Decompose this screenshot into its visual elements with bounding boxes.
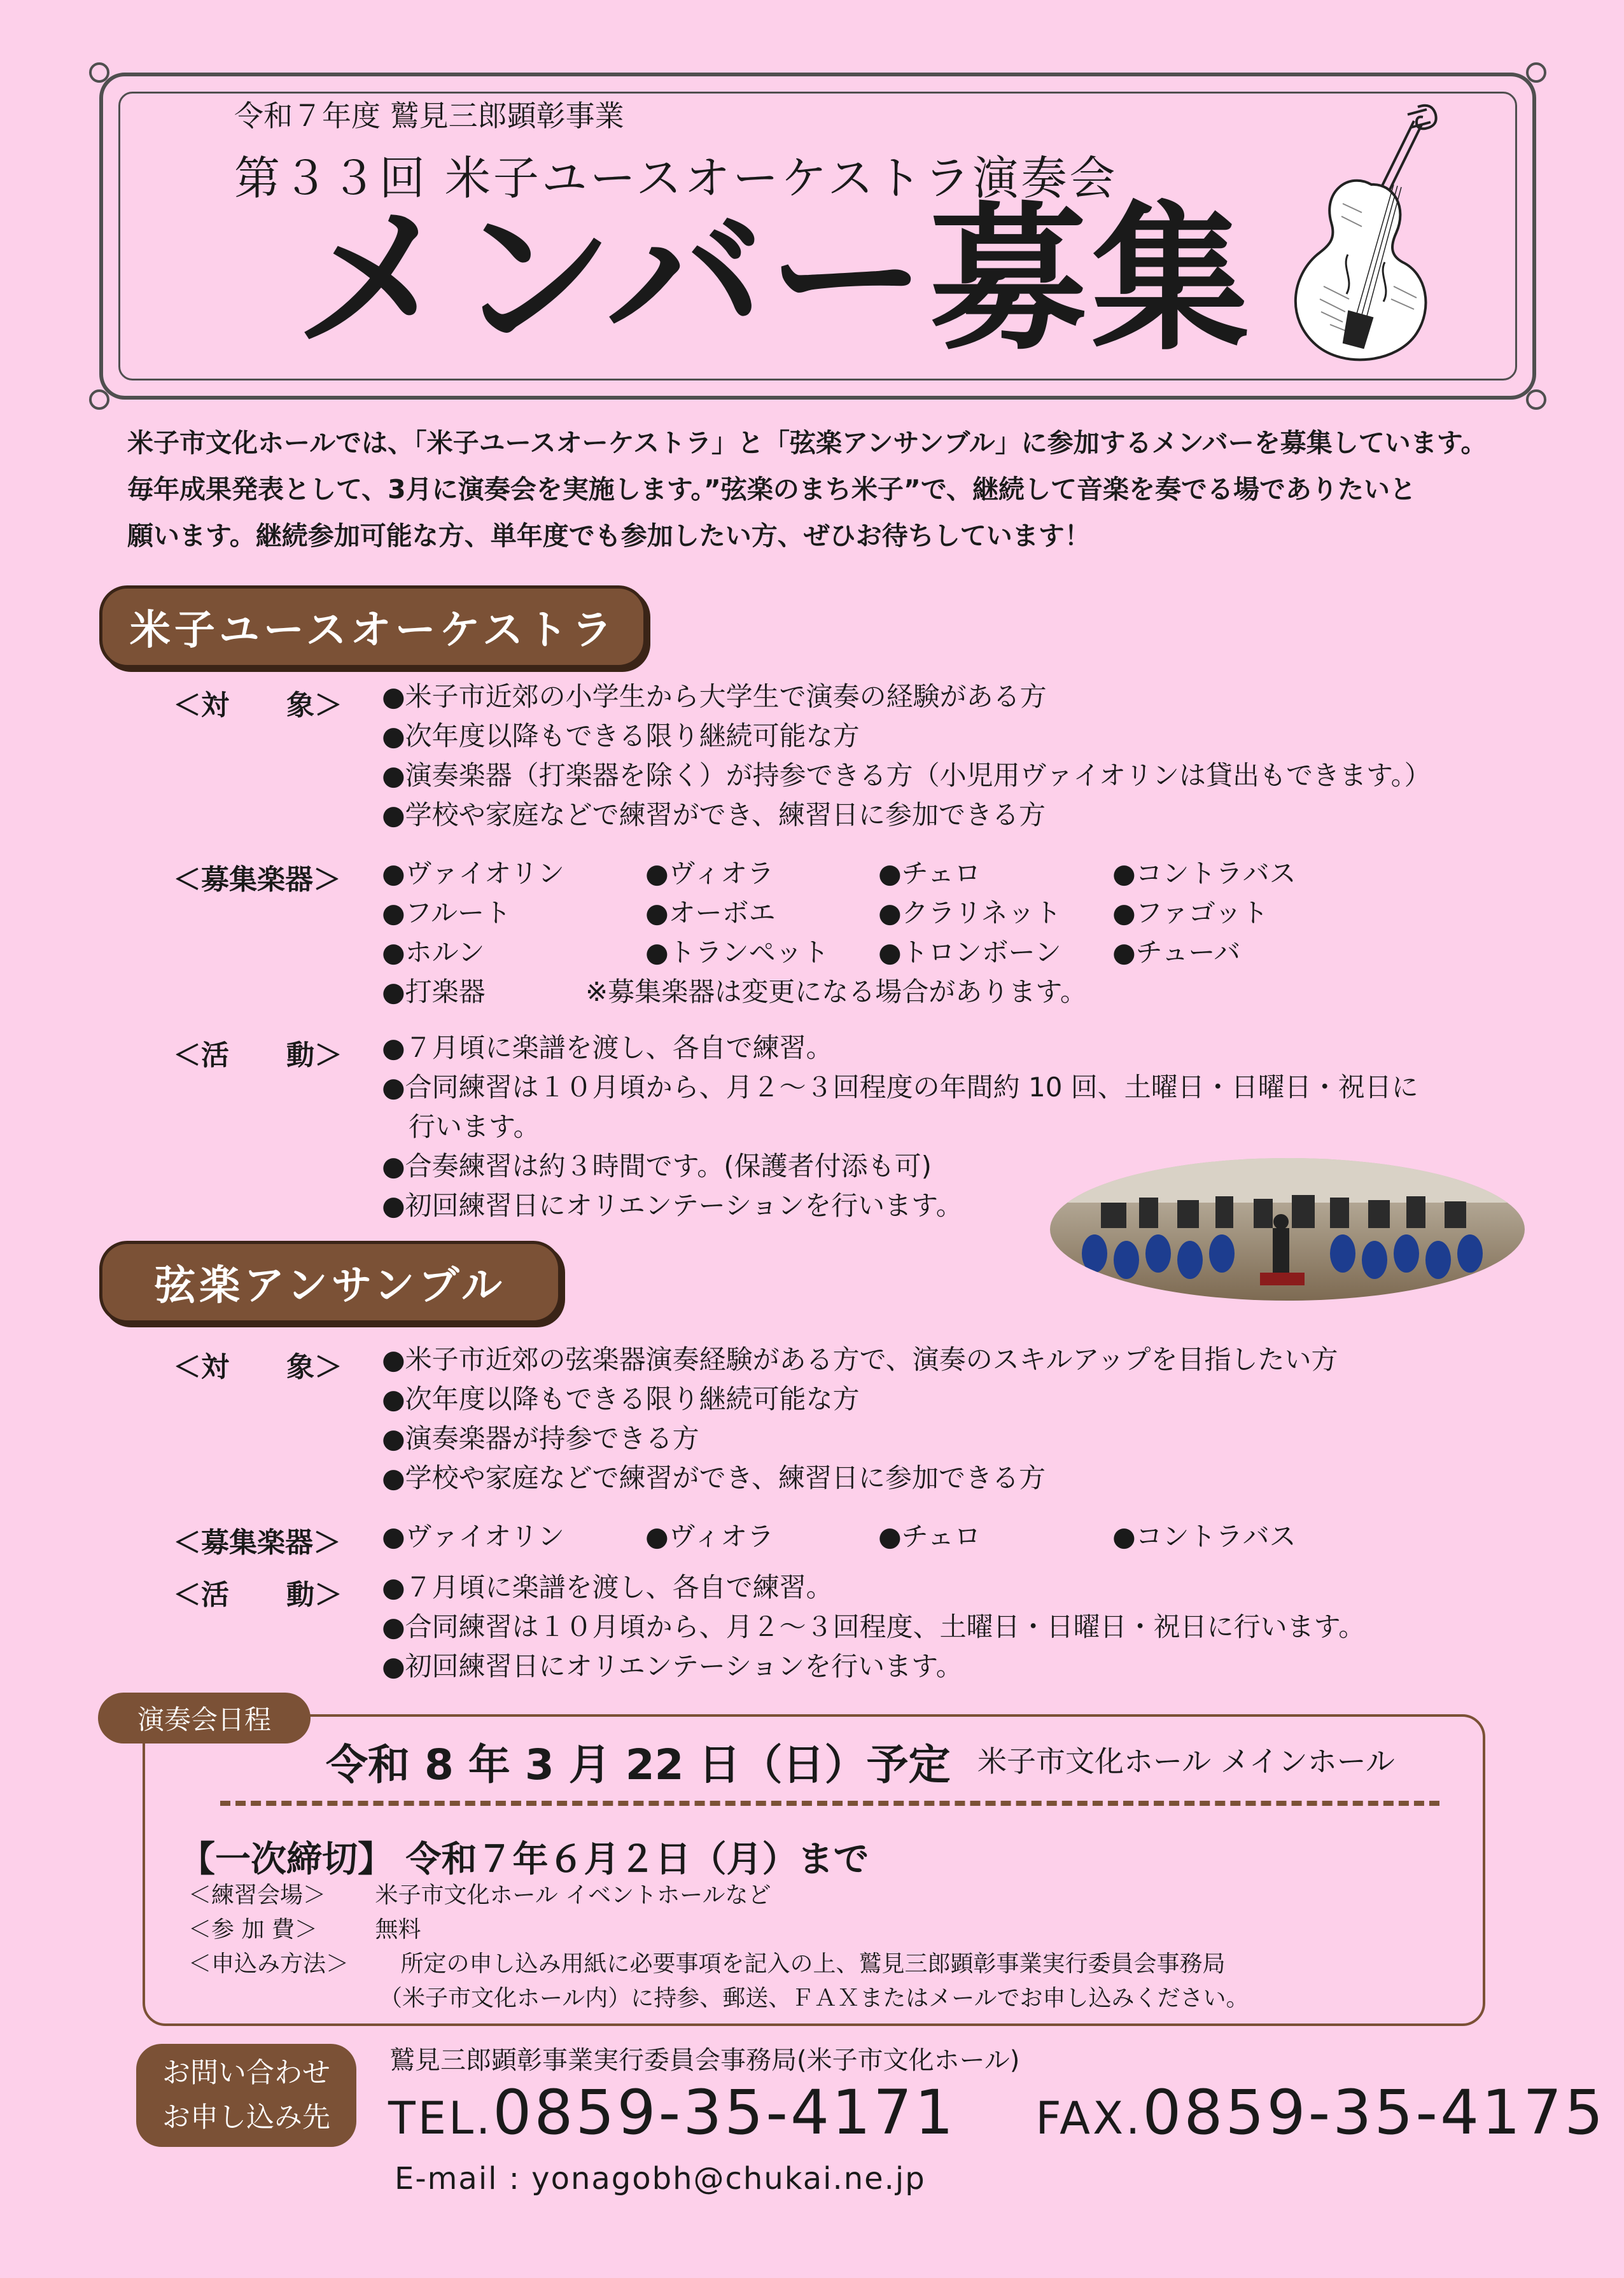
intro-text — [127, 420, 1540, 559]
instrument-item: ●ファゴット — [1112, 897, 1268, 928]
list-item: ●次年度以降もできる限り継続可能な方 — [382, 1383, 860, 1415]
detail-value: （米子市文化ホール内）に持参、郵送、ＦＡＸまたはメールでお申し込みください。 — [379, 1985, 1249, 2011]
schedule-badge: 演奏会日程 — [98, 1693, 311, 1743]
list-item: ●合同練習は１０月頃から、月２～３回程度の年間約 10 回、土曜日・日曜日・祝日に — [382, 1072, 1418, 1103]
list-item: ●初回練習日にオリエンテーションを行います。 — [382, 1651, 963, 1682]
instrument-item: ●コントラバス — [1112, 1521, 1296, 1552]
instrument-item: ●打楽器 — [382, 976, 486, 1007]
concert-date: 令和 8 年 3 月 22 日（日）予定 — [326, 1740, 951, 1789]
orchestra-photo — [1050, 1158, 1525, 1301]
list-item: ●７月頃に楽譜を渡し、各自で練習。 — [382, 1032, 833, 1063]
list-item: ●演奏楽器（打楽器を除く）が持参できる方（小児用ヴァイオリンは貸出もできます。） — [382, 760, 1431, 791]
intro-line: 毎年成果発表として、3月に演奏会を実施します。”弦楽のまち米子”で、継続して音楽を奏でる場でありたいと — [127, 474, 1416, 505]
contact-badge-line: お問い合わせ — [162, 2057, 330, 2089]
label-target: ＜対 象＞ — [173, 1351, 342, 1383]
ensemble-target-list — [382, 1340, 1338, 1498]
divider — [220, 1801, 1439, 1806]
contact-phones — [388, 2077, 1606, 2148]
instrument-item: ●ヴィオラ — [645, 858, 774, 889]
instrument-item: ●ヴィオラ — [645, 1521, 774, 1552]
detail-value: 所定の申し込み用紙に必要事項を記入の上、鷲見三郎顕彰事業実行委員会事務局 — [400, 1951, 1226, 1977]
instruments-note: ※募集楽器は変更になる場合があります。 — [585, 976, 1087, 1007]
label-activity: ＜活 動＞ — [173, 1039, 342, 1072]
instrument-item: ●フルート — [382, 897, 511, 928]
tel-number[interactable]: 0859-35-4171 — [493, 2077, 956, 2148]
detail-value: 無料 — [375, 1917, 421, 1943]
instrument-item: ●トロンボーン — [878, 937, 1061, 968]
contact-office: 鷲見三郎顕彰事業実行委員会事務局(米子市文化ホール) — [389, 2046, 1020, 2075]
instrument-item: ●ホルン — [382, 937, 485, 968]
fax-prefix: FAX. — [1035, 2092, 1143, 2144]
detail-label: ＜練習会場＞ — [188, 1882, 326, 1908]
label-activity: ＜活 動＞ — [173, 1579, 342, 1611]
section-heading-orchestra: 米子ユースオーケストラ — [99, 585, 647, 668]
instrument-item: ●チューバ — [1112, 937, 1241, 968]
list-item: ●合奏練習は約３時間です。(保護者付添も可) — [382, 1150, 932, 1182]
ensemble-activity-list — [382, 1568, 1365, 1686]
list-item: ●米子市近郊の小学生から大学生で演奏の経験がある方 — [382, 681, 1047, 712]
event-title: 第３３回 米子ユースオーケストラ演奏会 — [234, 151, 1118, 205]
instrument-item: ●ヴァイオリン — [382, 858, 564, 889]
label-instruments: ＜募集楽器＞ — [173, 863, 341, 896]
instrument-item: ●コントラバス — [1112, 858, 1296, 889]
frame-corner — [1526, 389, 1546, 410]
detail-label: ＜申込み方法＞ — [188, 1951, 349, 1977]
section-heading-ensemble: 弦楽アンサンブル — [99, 1241, 561, 1324]
instrument-item: ●オーボエ — [645, 897, 776, 928]
list-item: ●米子市近郊の弦楽器演奏経験がある方で、演奏のスキルアップを目指したい方 — [382, 1344, 1338, 1375]
intro-line: 米子市文化ホールでは、「米子ユースオーケストラ」と「弦楽アンサンブル」に参加するメンバーを募集しています。 — [127, 428, 1487, 458]
list-item: ●合同練習は１０月頃から、月２～３回程度、土曜日・日曜日・祝日に行います。 — [382, 1611, 1366, 1642]
list-item: ●７月頃に楽譜を渡し、各自で練習。 — [382, 1572, 833, 1603]
detail-label: ＜参 加 費＞ — [188, 1917, 318, 1943]
orchestra-target-list — [382, 677, 1431, 835]
detail-value: 米子市文化ホール イベントホールなど — [375, 1882, 771, 1908]
violin-illustration — [1266, 95, 1457, 375]
instrument-item: ●クラリネット — [878, 897, 1061, 928]
instrument-item: ●ヴァイオリン — [382, 1521, 564, 1552]
instrument-item: ●チェロ — [878, 1521, 981, 1552]
frame-corner — [1526, 62, 1546, 83]
tel-prefix: TEL. — [388, 2092, 493, 2144]
frame-corner — [89, 389, 109, 410]
sponsor-line: 令和７年度 鷲見三郎顕彰事業 — [234, 99, 624, 133]
list-item: ●学校や家庭などで練習ができ、練習日に参加できる方 — [382, 799, 1046, 830]
list-item: ●演奏楽器が持参できる方 — [382, 1423, 699, 1454]
instrument-item: ●チェロ — [878, 858, 981, 889]
label-instruments: ＜募集楽器＞ — [173, 1527, 341, 1559]
schedule-details — [188, 1878, 1249, 2016]
intro-line: 願います。継続参加可能な方、単年度でも参加したい方、ぜひお待ちしています！ — [127, 521, 1091, 551]
label-target: ＜対 象＞ — [173, 689, 342, 722]
frame-corner — [89, 62, 109, 83]
ensemble-instrument-row — [382, 1516, 1527, 1555]
list-item: 行います。 — [409, 1111, 540, 1142]
contact-email[interactable]: E-mail : yonagobh@chukai.ne.jp — [395, 2161, 926, 2197]
contact-badge-line: お申し込み先 — [162, 2101, 330, 2134]
list-item: ●学校や家庭などで練習ができ、練習日に参加できる方 — [382, 1462, 1046, 1493]
list-item: ●次年度以降もできる限り継続可能な方 — [382, 720, 860, 751]
deadline: 【一次締切】 令和７年６月２日（月）まで — [179, 1839, 869, 1880]
instrument-item: ●トランペット — [645, 937, 829, 968]
concert-venue: 米子市文化ホール メインホール — [977, 1744, 1395, 1778]
headline: メンバー募集 — [294, 188, 1253, 372]
fax-number: 0859-35-4175 — [1142, 2077, 1606, 2148]
list-item: ●初回練習日にオリエンテーションを行います。 — [382, 1190, 963, 1221]
contact-badge — [136, 2044, 356, 2147]
orchestra-instrument-grid — [382, 853, 1527, 1010]
